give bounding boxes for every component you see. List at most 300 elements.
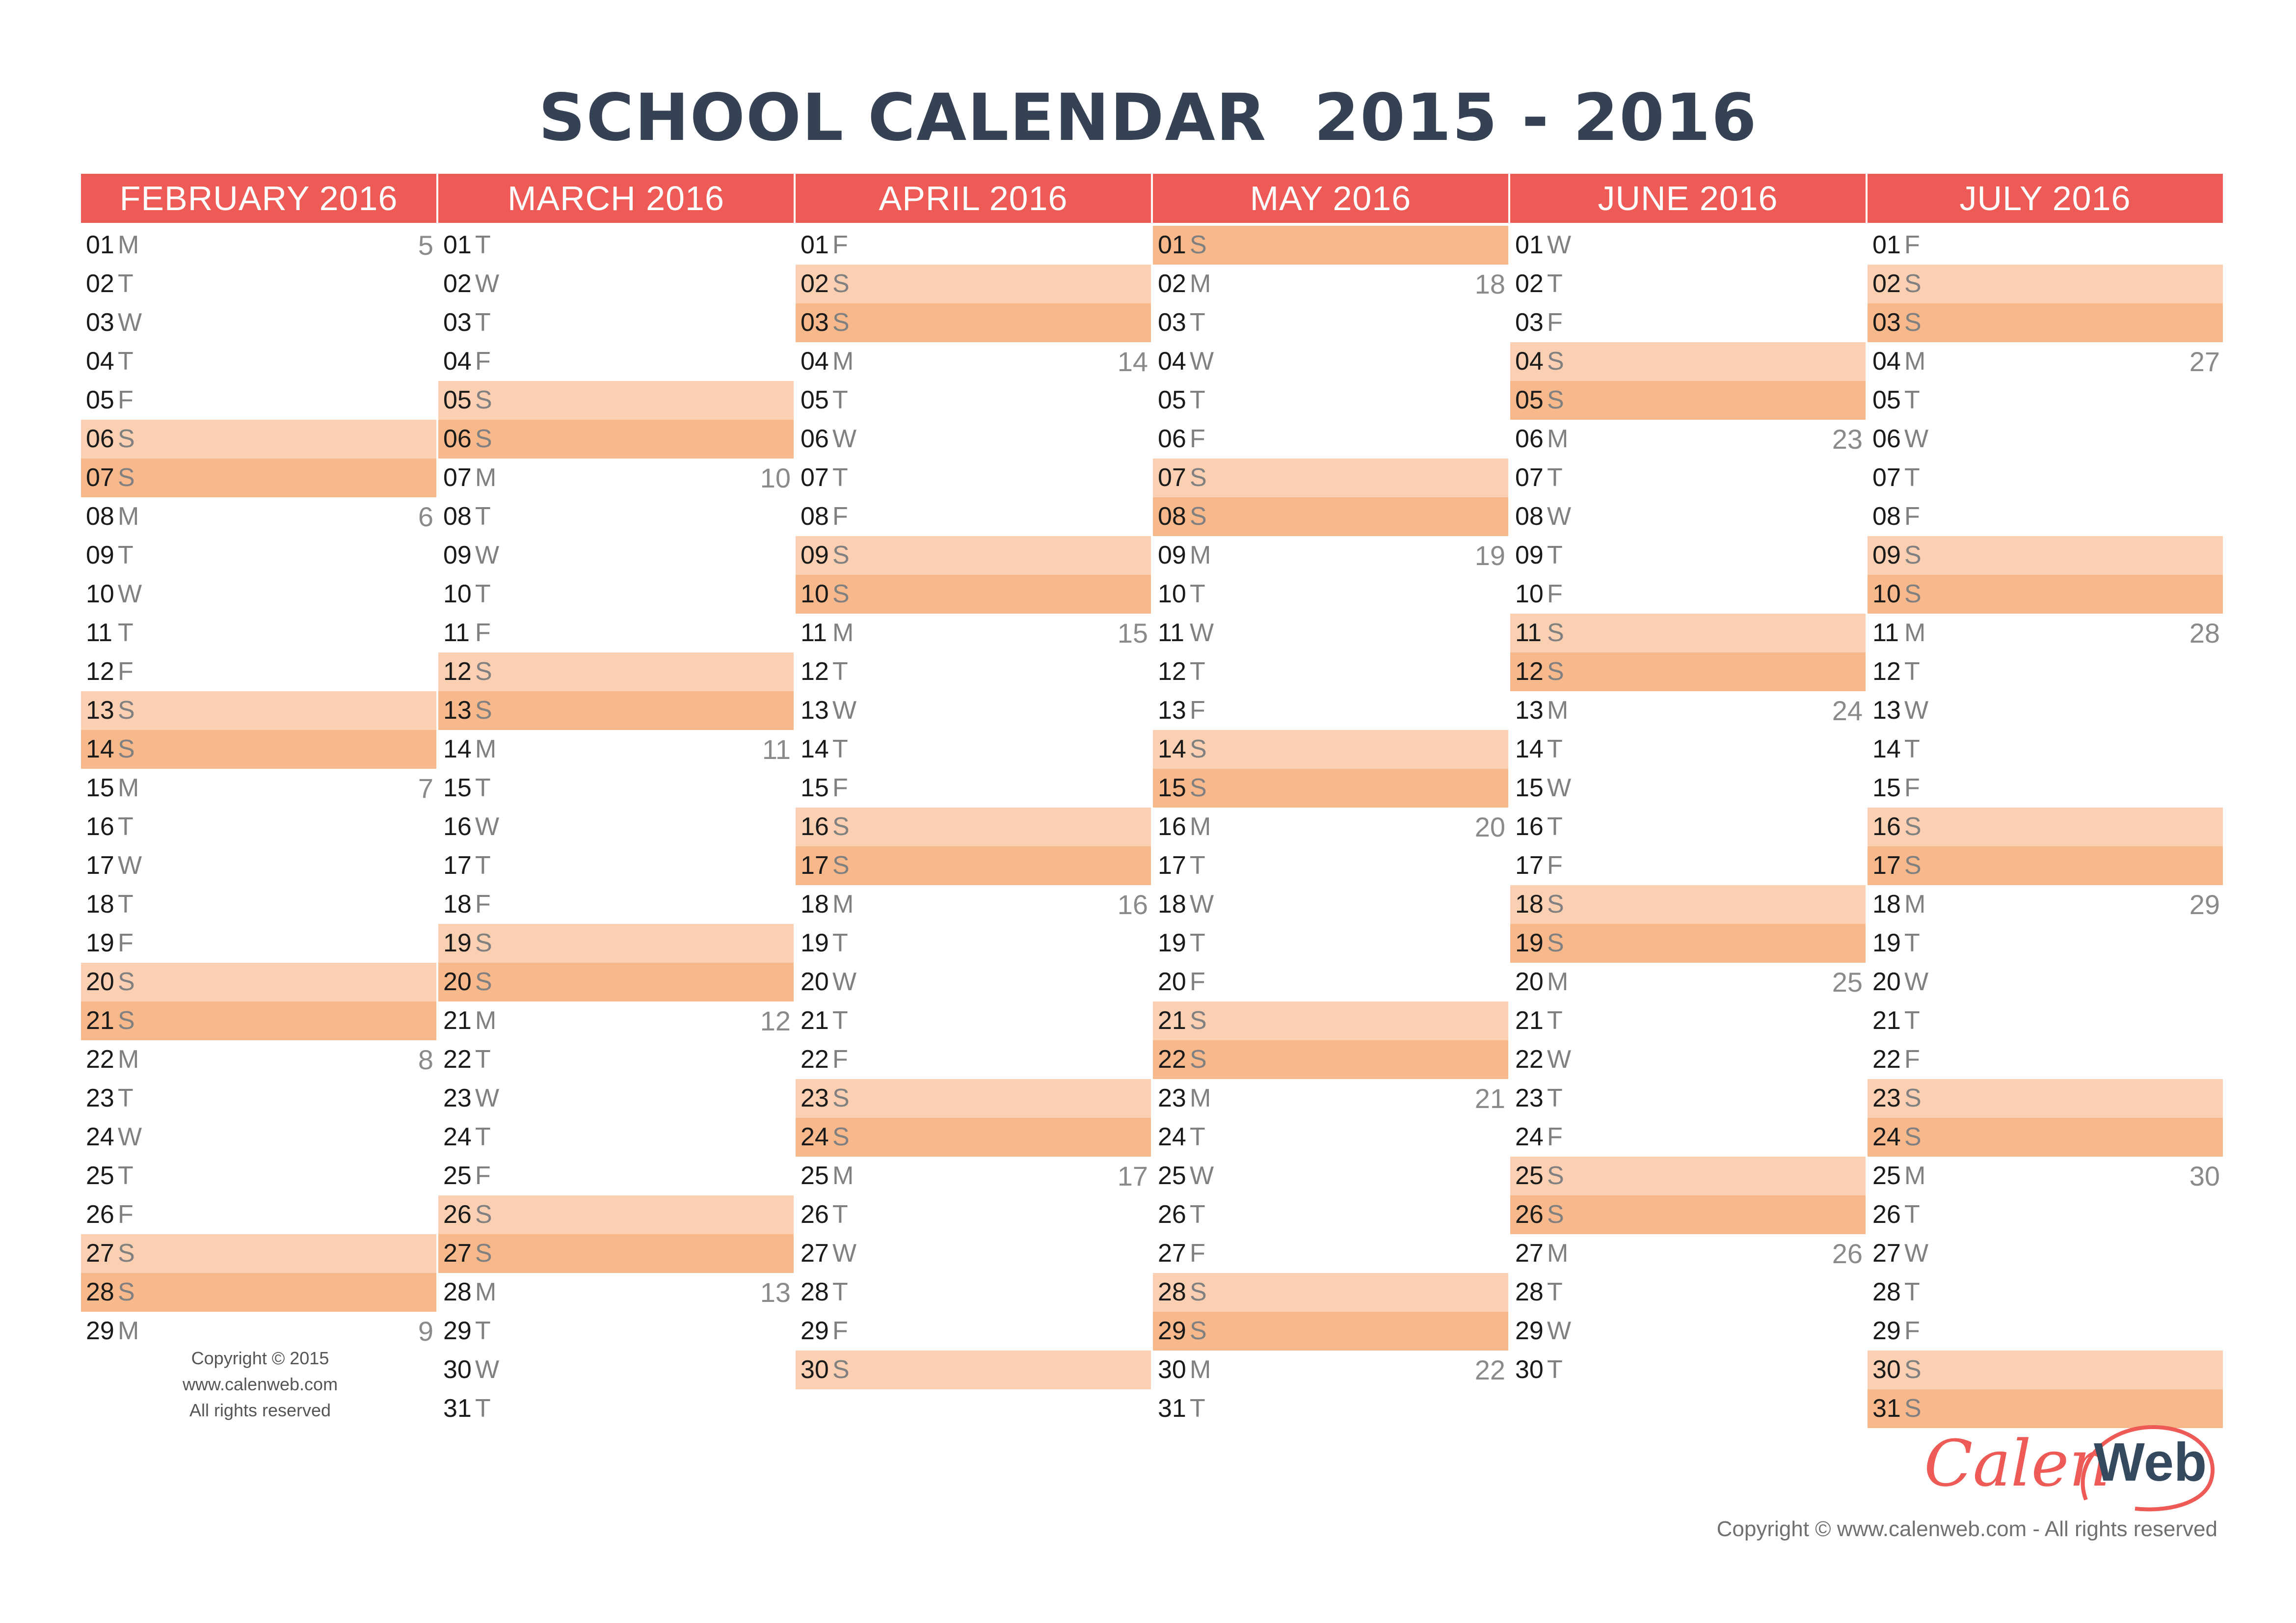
weekday-letter: S [475, 696, 492, 725]
day-row [438, 1079, 794, 1118]
weekday-letter: M [1190, 812, 1211, 841]
weekday-letter: W [1904, 968, 1929, 996]
weekday-letter: S [1190, 502, 1207, 531]
day-row [796, 614, 1151, 652]
day-row [796, 846, 1151, 885]
day-row [1868, 1312, 2223, 1351]
weekday-letter: S [1190, 231, 1207, 259]
day-row [81, 1079, 436, 1118]
day-number: 27 [1872, 1239, 1901, 1268]
day-number: 07 [1158, 463, 1186, 492]
day-row [1510, 808, 1866, 846]
day-number: 02 [1158, 270, 1186, 298]
day-number: 27 [801, 1239, 829, 1268]
day-number: 06 [1515, 425, 1544, 453]
day-row [438, 691, 794, 730]
day-number: 26 [1872, 1200, 1901, 1229]
day-number: 03 [801, 308, 829, 337]
month-column [81, 174, 436, 1351]
day-number: 30 [1158, 1355, 1186, 1384]
day-number: 03 [443, 308, 472, 337]
day-row [1868, 614, 2223, 652]
day-number: 02 [443, 270, 472, 298]
day-number: 10 [1872, 580, 1901, 608]
day-row [81, 885, 436, 924]
day-number: 05 [443, 386, 472, 414]
weekday-letter: S [1190, 1045, 1207, 1074]
day-number: 30 [443, 1355, 472, 1384]
week-number: 5 [418, 230, 433, 261]
day-number: 01 [1872, 231, 1901, 259]
day-number: 05 [1872, 386, 1901, 414]
day-number: 26 [86, 1200, 114, 1229]
weekday-letter: M [1547, 968, 1569, 996]
day-row [1510, 963, 1866, 1001]
weekday-letter: F [475, 619, 491, 647]
day-number: 07 [443, 463, 472, 492]
day-row [796, 769, 1151, 808]
day-number: 27 [443, 1239, 472, 1268]
day-row [796, 924, 1151, 963]
day-row [796, 381, 1151, 420]
weekday-letter: F [832, 774, 848, 802]
week-number: 15 [1117, 618, 1148, 649]
week-number: 6 [418, 501, 433, 532]
week-number: 27 [2189, 346, 2220, 377]
weekday-letter: T [118, 890, 133, 919]
day-row [438, 1273, 794, 1312]
day-number: 11 [1872, 619, 1899, 647]
day-row [81, 1040, 436, 1079]
weekday-letter: S [1904, 580, 1922, 608]
weekday-letter: S [1190, 1278, 1207, 1306]
day-number: 29 [801, 1317, 829, 1345]
week-number: 30 [2189, 1161, 2220, 1191]
weekday-letter: T [1904, 929, 1920, 957]
week-number: 25 [1832, 967, 1863, 998]
weekday-letter: S [475, 968, 492, 996]
day-number: 15 [1872, 774, 1901, 802]
day-number: 03 [1872, 308, 1901, 337]
month-header: FEBRUARY 2016 [81, 174, 436, 223]
day-number: 04 [1872, 347, 1901, 376]
weekday-letter: T [1190, 386, 1205, 414]
weekday-letter: W [1547, 502, 1572, 531]
week-number: 19 [1474, 540, 1505, 571]
weekday-letter: W [475, 541, 500, 569]
day-row [1868, 342, 2223, 381]
day-row [796, 420, 1151, 459]
day-row [438, 342, 794, 381]
day-row [1868, 575, 2223, 614]
day-number: 14 [86, 735, 114, 763]
weekday-letter: T [1190, 580, 1205, 608]
day-number: 10 [443, 580, 472, 608]
day-number: 26 [801, 1200, 829, 1229]
day-number: 09 [1515, 541, 1544, 569]
day-row [1153, 846, 1508, 885]
day-row [1868, 265, 2223, 303]
weekday-letter: S [1547, 1200, 1564, 1229]
day-row [1868, 924, 2223, 963]
weekday-letter: M [118, 502, 139, 531]
weekday-letter: S [118, 1006, 135, 1035]
day-number: 07 [1872, 463, 1901, 492]
day-number: 17 [443, 851, 472, 880]
weekday-letter: W [1190, 890, 1214, 919]
day-number: 07 [86, 463, 114, 492]
weekday-letter: T [1190, 929, 1205, 957]
weekday-letter: T [832, 1200, 848, 1229]
weekday-letter: F [118, 929, 133, 957]
day-row [81, 226, 436, 265]
day-row [1868, 885, 2223, 924]
week-number: 23 [1832, 424, 1863, 455]
day-number: 19 [86, 929, 114, 957]
weekday-letter: W [1190, 347, 1214, 376]
weekday-letter: W [1904, 696, 1929, 725]
day-row [1510, 265, 1866, 303]
day-row [1510, 497, 1866, 536]
day-row [1153, 1351, 1508, 1389]
day-row [81, 265, 436, 303]
weekday-letter: T [832, 386, 848, 414]
day-number: 22 [1872, 1045, 1901, 1074]
weekday-letter: M [1190, 1355, 1211, 1384]
weekday-letter: T [832, 1006, 848, 1035]
day-row [1153, 1118, 1508, 1157]
weekday-letter: M [475, 735, 497, 763]
week-number: 28 [2189, 618, 2220, 649]
day-number: 31 [1158, 1394, 1186, 1423]
weekday-letter: T [475, 502, 491, 531]
day-row [438, 963, 794, 1001]
weekday-letter: S [1547, 890, 1564, 919]
day-row [1153, 420, 1508, 459]
day-row [1510, 226, 1866, 265]
day-number: 24 [86, 1123, 114, 1151]
weekday-letter: S [475, 425, 492, 453]
day-row [1153, 1195, 1508, 1234]
month-header: MARCH 2016 [438, 174, 794, 223]
day-row [438, 381, 794, 420]
day-number: 02 [86, 270, 114, 298]
day-row [1153, 769, 1508, 808]
day-number: 22 [86, 1045, 114, 1074]
day-row [1510, 885, 1866, 924]
day-number: 09 [801, 541, 829, 569]
day-row [438, 1118, 794, 1157]
week-number: 22 [1474, 1354, 1505, 1385]
day-number: 25 [1158, 1162, 1186, 1190]
weekday-letter: T [1547, 541, 1563, 569]
weekday-letter: M [1190, 1084, 1211, 1112]
day-number: 27 [1158, 1239, 1186, 1268]
day-row [1510, 1273, 1866, 1312]
day-number: 24 [1515, 1123, 1544, 1151]
day-number: 10 [86, 580, 114, 608]
weekday-letter: T [1190, 851, 1205, 880]
day-number: 01 [1158, 231, 1186, 259]
day-row [796, 575, 1151, 614]
day-number: 20 [1515, 968, 1544, 996]
day-number: 03 [1515, 308, 1544, 337]
weekday-letter: T [1904, 1278, 1920, 1306]
day-number: 21 [1872, 1006, 1901, 1035]
day-number: 15 [801, 774, 829, 802]
day-row [1868, 1195, 2223, 1234]
day-row [796, 1351, 1151, 1389]
weekday-letter: T [475, 774, 491, 802]
day-number: 12 [1158, 657, 1186, 686]
day-row [796, 1273, 1151, 1312]
day-number: 16 [801, 812, 829, 841]
day-number: 09 [443, 541, 472, 569]
day-row [1868, 497, 2223, 536]
week-number: 11 [762, 734, 791, 765]
day-number: 13 [1515, 696, 1544, 725]
day-row [1868, 1273, 2223, 1312]
day-row [81, 536, 436, 575]
weekday-letter: F [1190, 425, 1205, 453]
day-number: 10 [1515, 580, 1544, 608]
weekday-letter: F [1547, 308, 1563, 337]
weekday-letter: W [118, 308, 142, 337]
day-number: 16 [86, 812, 114, 841]
day-number: 05 [86, 386, 114, 414]
day-number: 08 [801, 502, 829, 531]
week-number: 8 [418, 1044, 433, 1075]
day-number: 22 [1158, 1045, 1186, 1074]
day-number: 15 [1515, 774, 1544, 802]
day-number: 08 [443, 502, 472, 531]
day-number: 16 [1515, 812, 1544, 841]
weekday-letter: T [475, 851, 491, 880]
day-row [1510, 1195, 1866, 1234]
day-row [1510, 459, 1866, 497]
weekday-letter: S [1547, 1162, 1564, 1190]
weekday-letter: F [832, 231, 848, 259]
day-number: 05 [1515, 386, 1544, 414]
day-row [438, 846, 794, 885]
week-number: 7 [418, 773, 433, 804]
day-number: 09 [1872, 541, 1901, 569]
weekday-letter: S [118, 463, 135, 492]
day-number: 31 [443, 1394, 472, 1423]
logo-text-web: Web [2094, 1432, 2207, 1492]
day-number: 19 [1515, 929, 1544, 957]
weekday-letter: S [1190, 463, 1207, 492]
day-row [438, 226, 794, 265]
weekday-letter: M [1904, 1162, 1926, 1190]
day-row [1510, 730, 1866, 769]
day-number: 12 [801, 657, 829, 686]
day-number: 18 [1515, 890, 1544, 919]
day-row [1510, 1079, 1866, 1118]
day-number: 18 [801, 890, 829, 919]
weekday-letter: M [1547, 696, 1569, 725]
day-row [796, 303, 1151, 342]
weekday-letter: T [1547, 1278, 1563, 1306]
day-number: 28 [1872, 1278, 1901, 1306]
day-row [1510, 342, 1866, 381]
day-row [1510, 652, 1866, 691]
day-row [438, 497, 794, 536]
weekday-letter: W [118, 1123, 142, 1151]
day-row [1510, 381, 1866, 420]
day-number: 09 [1158, 541, 1186, 569]
day-number: 14 [1515, 735, 1544, 763]
day-row [1868, 691, 2223, 730]
day-number: 20 [86, 968, 114, 996]
day-row [1868, 1001, 2223, 1040]
day-row [1153, 226, 1508, 265]
day-row [1868, 1157, 2223, 1195]
day-number: 23 [1872, 1084, 1901, 1112]
day-row [1153, 536, 1508, 575]
weekday-letter: M [1904, 347, 1926, 376]
weekday-letter: F [1190, 1239, 1205, 1268]
day-number: 29 [1158, 1317, 1186, 1345]
day-number: 10 [801, 580, 829, 608]
day-number: 16 [443, 812, 472, 841]
day-row [438, 536, 794, 575]
week-number: 14 [1117, 346, 1148, 377]
day-row [796, 536, 1151, 575]
weekday-letter: S [832, 270, 850, 298]
day-number: 12 [1872, 657, 1901, 686]
copyright-note-line: All rights reserved [189, 1400, 331, 1420]
day-number: 25 [1515, 1162, 1544, 1190]
weekday-letter: F [1547, 580, 1563, 608]
day-number: 17 [86, 851, 114, 880]
day-number: 18 [1158, 890, 1186, 919]
day-row [438, 1001, 794, 1040]
day-number: 21 [443, 1006, 472, 1035]
day-number: 22 [801, 1045, 829, 1074]
weekday-letter: S [832, 812, 850, 841]
weekday-letter: M [832, 890, 854, 919]
weekday-letter: W [832, 696, 857, 725]
weekday-letter: W [832, 1239, 857, 1268]
week-number: 13 [760, 1277, 791, 1308]
day-row [438, 614, 794, 652]
day-row [81, 846, 436, 885]
day-row [796, 1234, 1151, 1273]
day-row [1153, 575, 1508, 614]
weekday-letter: F [118, 1200, 133, 1229]
weekday-letter: M [1190, 541, 1211, 569]
day-number: 18 [443, 890, 472, 919]
day-row [1153, 1389, 1508, 1428]
weekday-letter: T [475, 1045, 491, 1074]
weekday-letter: F [475, 347, 491, 376]
day-row [796, 1157, 1151, 1195]
week-number: 29 [2189, 889, 2220, 920]
day-row [1510, 1351, 1866, 1389]
day-number: 27 [86, 1239, 114, 1268]
day-row [796, 1001, 1151, 1040]
day-row [796, 691, 1151, 730]
day-number: 24 [801, 1123, 829, 1151]
day-number: 16 [1872, 812, 1901, 841]
day-number: 15 [1158, 774, 1186, 802]
weekday-letter: S [1190, 735, 1207, 763]
day-row [1510, 1118, 1866, 1157]
day-number: 19 [443, 929, 472, 957]
weekday-letter: M [1904, 890, 1926, 919]
day-row [796, 265, 1151, 303]
day-row [1510, 769, 1866, 808]
weekday-letter: T [1190, 1200, 1205, 1229]
weekday-letter: T [118, 812, 133, 841]
day-row [796, 459, 1151, 497]
day-row [438, 1312, 794, 1351]
day-number: 25 [1872, 1162, 1901, 1190]
day-row [81, 420, 436, 459]
weekday-letter: S [118, 1278, 135, 1306]
day-number: 08 [1158, 502, 1186, 531]
day-row [1868, 808, 2223, 846]
weekday-letter: T [1904, 657, 1920, 686]
day-number: 20 [1872, 968, 1901, 996]
day-row [1510, 536, 1866, 575]
day-number: 17 [1872, 851, 1901, 880]
weekday-letter: S [1547, 619, 1564, 647]
day-row [1153, 1001, 1508, 1040]
weekday-letter: T [1904, 1006, 1920, 1035]
day-number: 20 [1158, 968, 1186, 996]
weekday-letter: T [1904, 735, 1920, 763]
day-number: 20 [801, 968, 829, 996]
weekday-letter: T [832, 463, 848, 492]
day-row [1153, 1234, 1508, 1273]
day-row [1510, 303, 1866, 342]
day-row [438, 420, 794, 459]
day-row [438, 1389, 794, 1428]
day-number: 01 [443, 231, 472, 259]
day-number: 29 [443, 1317, 472, 1345]
weekday-letter: T [832, 929, 848, 957]
day-row [1153, 342, 1508, 381]
day-number: 11 [1158, 619, 1184, 647]
day-row [796, 808, 1151, 846]
copyright-note-line[interactable]: www.calenweb.com [182, 1374, 338, 1394]
day-row [1153, 885, 1508, 924]
month-column [1153, 174, 1508, 1428]
weekday-letter: S [1190, 1006, 1207, 1035]
day-row [796, 885, 1151, 924]
day-number: 24 [443, 1123, 472, 1151]
page-title: SCHOOL CALENDAR 2015 - 2016 [538, 80, 1758, 156]
day-row [81, 1273, 436, 1312]
day-number: 21 [86, 1006, 114, 1035]
day-row [1868, 652, 2223, 691]
day-number: 29 [1515, 1317, 1544, 1345]
day-row [81, 730, 436, 769]
day-number: 30 [1515, 1355, 1544, 1384]
day-row [1868, 459, 2223, 497]
day-row [81, 381, 436, 420]
weekday-letter: S [475, 929, 492, 957]
day-row [438, 769, 794, 808]
weekday-letter: S [1904, 1084, 1922, 1112]
day-number: 22 [443, 1045, 472, 1074]
day-number: 28 [86, 1278, 114, 1306]
weekday-letter: M [832, 619, 854, 647]
day-number: 06 [1872, 425, 1901, 453]
day-number: 12 [1515, 657, 1544, 686]
